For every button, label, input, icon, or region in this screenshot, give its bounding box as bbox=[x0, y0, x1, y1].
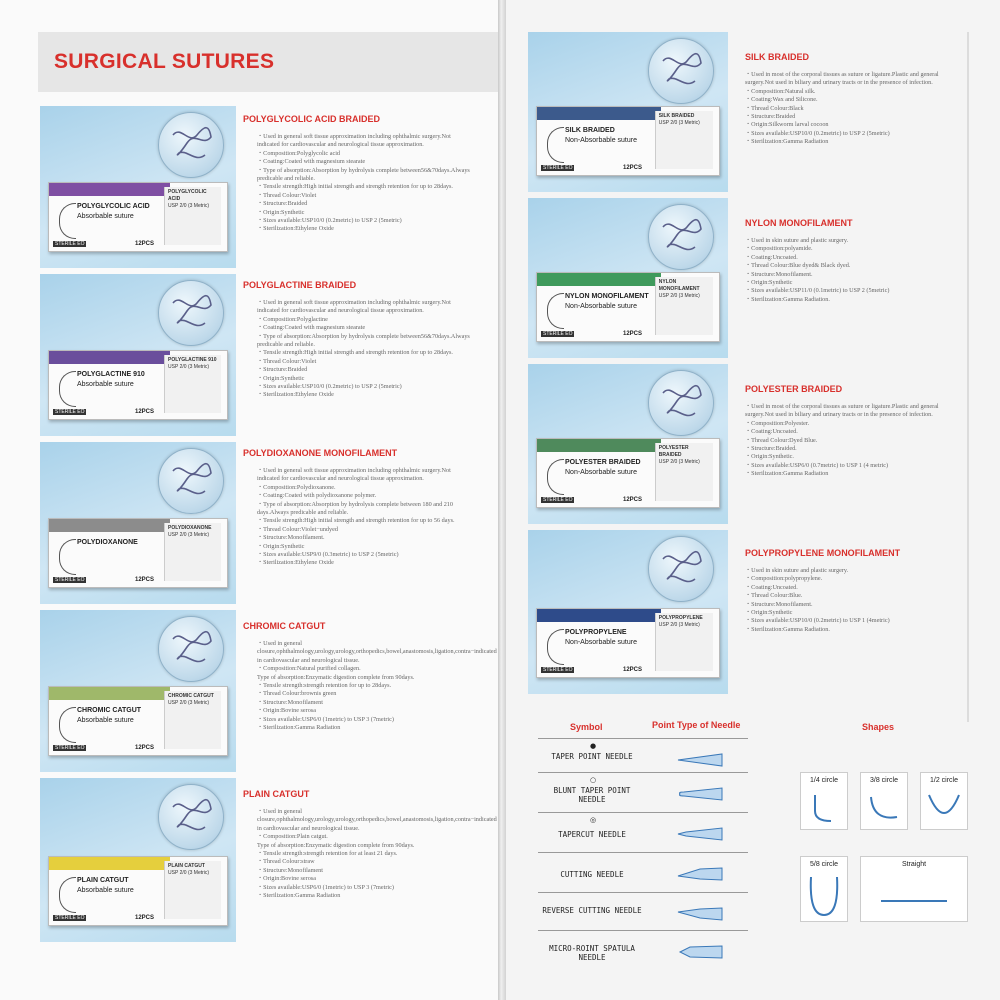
box-pcs: 12PCS bbox=[623, 331, 643, 337]
needle-arc-graphic bbox=[59, 371, 76, 407]
point-type-header: Point Type of Needle bbox=[652, 720, 741, 730]
product-photo bbox=[40, 442, 236, 604]
box-color-band bbox=[49, 687, 170, 700]
needle-point-icon bbox=[676, 786, 724, 802]
description-line: ・Thread Colour:Violet−undyed bbox=[257, 525, 338, 533]
needle-type-label: TAPER POINT NEEDLE bbox=[551, 752, 633, 761]
box-sterile-mark: STERILE EO bbox=[543, 165, 573, 171]
description-line: ・Used in skin suture and plastic surgery. bbox=[745, 237, 849, 244]
description-line: Type of absorption:Enzymatic digestion complete from 90days. bbox=[257, 673, 415, 681]
description-line: ・Composition:Plain catgut. bbox=[257, 833, 328, 841]
label-usp: USP 2/0 (3 Metric) bbox=[658, 459, 700, 465]
suture-zoom-bubble bbox=[648, 536, 714, 602]
section-description bbox=[257, 467, 475, 568]
needle-arc-graphic bbox=[59, 707, 76, 743]
suture-zoom-bubble bbox=[158, 448, 224, 514]
needle-curve-icon bbox=[921, 773, 967, 829]
description-line: ・Origin:Synthetic bbox=[257, 374, 305, 382]
description-line: ・Sizes available:USP6/0 (1metric) to USP 3 (7metric) bbox=[257, 715, 394, 723]
description-line: Type of absorption:Enzymatic digestion complete from 90days. bbox=[257, 841, 415, 849]
label-usp: USP 2/0 (3 Metric) bbox=[658, 622, 700, 628]
box-name-text: POLYESTER BRAIDED bbox=[565, 459, 641, 466]
product-photo bbox=[528, 32, 728, 192]
suture-loop-icon bbox=[649, 371, 713, 435]
label-title: NYLON MONOFILAMENT bbox=[658, 279, 700, 292]
box-pcs: 12PCS bbox=[623, 497, 643, 503]
needle-row-divider bbox=[538, 852, 748, 853]
suture-thread bbox=[173, 296, 211, 326]
label-usp: USP 2/0 (3 Metric) bbox=[168, 364, 210, 370]
section-description bbox=[745, 567, 957, 634]
needle-type-label: TAPERCUT NEEDLE bbox=[558, 830, 626, 839]
label-title: POLYGLYCOLIC ACID bbox=[168, 189, 207, 202]
product-photo bbox=[528, 364, 728, 524]
needle-symbol: ● bbox=[590, 742, 597, 750]
box-color-band bbox=[49, 519, 170, 532]
needle-curve-icon bbox=[801, 773, 847, 829]
needle-curve bbox=[811, 877, 837, 915]
product-photo bbox=[528, 198, 728, 358]
symbol-header: Symbol bbox=[570, 722, 603, 732]
description-line: ・Structure:Monofilament bbox=[257, 698, 323, 706]
product-photo bbox=[40, 610, 236, 772]
needle-shape-card bbox=[800, 772, 848, 830]
description-line: ・Used in most of the corporal tissues as suture or ligature.Plastic and general surgery.Not used in biliary and urinary tracts or in the presence of infection. bbox=[745, 71, 939, 87]
label-title: POLYPROPYLENE bbox=[658, 615, 703, 621]
description-line: ・Origin:Synthetic bbox=[257, 208, 305, 216]
shape-label: 5/8 circle bbox=[809, 861, 838, 868]
box-color-band bbox=[49, 183, 170, 196]
description-line: ・Origin:Silkworm larval cocoon bbox=[745, 121, 829, 129]
suture-zoom-bubble bbox=[648, 38, 714, 104]
description-line: ・Thread Colour:Violet bbox=[257, 357, 317, 365]
box-name-text: POLYDIOXANONE bbox=[77, 539, 138, 546]
box-pcs: 12PCS bbox=[135, 915, 155, 921]
needle-curve-icon bbox=[861, 857, 967, 921]
box-sterile-mark: STERILE EO bbox=[55, 409, 85, 415]
needle-arc-graphic bbox=[547, 629, 564, 665]
label-title: CHROMIC CATGUT bbox=[168, 693, 214, 699]
box-product-name bbox=[565, 628, 637, 648]
label-title: POLYGLACTINE 910 bbox=[168, 357, 217, 363]
description-line: ・Used in general soft tissue approximation including ophthalmic surgery.Not indicated for cardiovascular and neurological tissue approximation. bbox=[257, 299, 451, 315]
description-line: ・Structure:Monofilament. bbox=[745, 600, 813, 608]
label-title: POLYESTER BRAIDED bbox=[658, 445, 689, 458]
description-line: ・Composition:Natural purified collagen. bbox=[257, 665, 361, 673]
box-side-label bbox=[164, 355, 221, 413]
section-description bbox=[745, 71, 957, 147]
suture-box bbox=[536, 106, 720, 176]
box-subtitle-text: Absorbable suture bbox=[77, 717, 134, 724]
needle-arc-graphic bbox=[547, 293, 564, 329]
box-pcs: 12PCS bbox=[135, 745, 155, 751]
description-line: ・Coating:Coated with magnesium stearate bbox=[257, 324, 366, 332]
suture-zoom-bubble bbox=[158, 280, 224, 346]
section-title: POLYGLYCOLIC ACID BRAIDED bbox=[243, 114, 381, 124]
description-line: ・Used in general soft tissue approximation including ophthalmic surgery.Not indicated for cardiovascular and neurological tissue approximation. bbox=[257, 467, 451, 483]
label-title: PLAIN CATGUT bbox=[168, 863, 205, 869]
box-color-band bbox=[49, 857, 170, 870]
needle-point-shape bbox=[678, 828, 722, 840]
description-line: ・Coating:Uncoated. bbox=[745, 253, 798, 261]
box-name-text: PLAIN CATGUT bbox=[77, 877, 129, 884]
product-photo bbox=[40, 778, 236, 942]
suture-box bbox=[48, 182, 228, 252]
label-usp: USP 2/0 (3 Metric) bbox=[168, 532, 210, 538]
description-line: ・Structure:Monofilament. bbox=[257, 534, 325, 542]
description-line: ・Structure:Monofilament. bbox=[745, 270, 813, 278]
needle-row-divider bbox=[538, 772, 748, 773]
box-subtitle-text: Non-Absorbable suture bbox=[565, 303, 637, 310]
suture-box bbox=[48, 350, 228, 420]
description-line: ・Thread Colour:Blue dyed& Black dyed. bbox=[745, 262, 851, 270]
description-line: ・Origin:Synthetic bbox=[257, 542, 305, 550]
description-line: ・Sterilization:Gamma Radiation bbox=[257, 892, 341, 900]
label-usp: USP 2/0 (3 Metric) bbox=[658, 120, 700, 126]
needle-curve-icon bbox=[801, 857, 847, 921]
suture-thread bbox=[173, 800, 211, 830]
description-line: ・Coating:Coated with magnesium stearate bbox=[257, 158, 366, 166]
suture-loop-icon bbox=[159, 449, 223, 513]
label-usp: USP 2/0 (3 Metric) bbox=[168, 700, 210, 706]
section-description bbox=[257, 640, 497, 732]
needle-arc-graphic bbox=[59, 203, 76, 239]
box-pcs: 12PCS bbox=[623, 165, 643, 171]
description-line: ・Thread Colour:straw bbox=[257, 858, 315, 866]
box-color-band bbox=[537, 609, 661, 622]
suture-thread bbox=[663, 386, 701, 416]
shape-label: 1/2 circle bbox=[929, 777, 958, 784]
box-side-label bbox=[655, 277, 713, 335]
suture-zoom-bubble bbox=[158, 112, 224, 178]
page-title-banner bbox=[38, 32, 498, 92]
description-line: ・Tensile strength:High initial strength and strength retention for up to 28days. bbox=[257, 349, 453, 357]
needle-point-icon bbox=[676, 866, 724, 882]
section-description bbox=[745, 403, 957, 479]
box-side-label bbox=[164, 187, 221, 245]
description-line: ・Sterilization:Gamma Radiation bbox=[257, 724, 341, 732]
label-usp: USP 2/0 (3 Metric) bbox=[658, 293, 700, 299]
box-subtitle-text: Absorbable suture bbox=[77, 381, 134, 388]
box-product-name bbox=[77, 876, 134, 896]
needle-type-label: REVERSE CUTTING NEEDLE bbox=[542, 906, 642, 915]
suture-loop-icon bbox=[649, 205, 713, 269]
suture-zoom-bubble bbox=[158, 616, 224, 682]
description-line: ・Structure:Braided bbox=[257, 200, 308, 208]
product-photo bbox=[528, 530, 728, 694]
description-line: ・Sterilization:Ethylene Oxide bbox=[257, 391, 334, 399]
description-line: ・Composition:Polydioxanone. bbox=[257, 483, 336, 491]
description-line: ・Composition:Natural silk. bbox=[745, 87, 816, 95]
needle-symbol: ○ bbox=[590, 776, 597, 784]
needle-symbol: ◎ bbox=[590, 816, 597, 824]
box-pcs: 12PCS bbox=[135, 241, 155, 247]
needle-shape-card bbox=[860, 856, 968, 922]
description-line: ・Sterilization:Gamma Radiation bbox=[745, 470, 829, 478]
box-name-text: CHROMIC CATGUT bbox=[77, 707, 142, 714]
section-title: POLYESTER BRAIDED bbox=[745, 384, 843, 394]
description-line: ・Tensile strength:strength retention for up to 28days. bbox=[257, 682, 392, 690]
needle-row-divider bbox=[538, 812, 748, 813]
box-color-band bbox=[537, 273, 661, 286]
section-description bbox=[257, 133, 475, 234]
description-line: ・Origin:Synthetic. bbox=[745, 453, 794, 461]
description-line: ・Coating:Uncoated. bbox=[745, 428, 798, 436]
suture-loop-icon bbox=[159, 617, 223, 681]
description-line: ・Thread Colour:brownis green bbox=[257, 690, 337, 698]
label-title: SILK BRAIDED bbox=[658, 113, 695, 119]
right-margin-rule bbox=[967, 32, 969, 722]
description-line: ・Thread Colour:Dyed Blue. bbox=[745, 436, 818, 444]
section-description bbox=[257, 808, 497, 900]
section-title: POLYPROPYLENE MONOFILAMENT bbox=[745, 548, 901, 558]
needle-curve-icon bbox=[861, 773, 907, 829]
box-color-band bbox=[537, 439, 661, 452]
needle-row-divider bbox=[538, 930, 748, 931]
section-title: CHROMIC CATGUT bbox=[243, 621, 326, 631]
shape-label: 3/8 circle bbox=[869, 777, 898, 784]
needle-point-shape bbox=[680, 946, 722, 958]
description-line: ・Structure:Braided. bbox=[745, 445, 797, 453]
suture-thread bbox=[173, 464, 211, 494]
suture-loop-icon bbox=[159, 785, 223, 849]
suture-box bbox=[48, 856, 228, 926]
needle-shape-card bbox=[860, 772, 908, 830]
suture-box bbox=[536, 438, 720, 508]
description-line: ・Composition:Polyester. bbox=[745, 419, 810, 427]
section-title: POLYDIOXANONE MONOFILAMENT bbox=[243, 448, 398, 458]
product-photo bbox=[40, 274, 236, 436]
suture-thread bbox=[173, 128, 211, 158]
needle-point-icon bbox=[676, 826, 724, 842]
box-sterile-mark: STERILE EO bbox=[55, 241, 85, 247]
description-line: ・Origin:Bovine serosa bbox=[257, 707, 316, 715]
suture-loop-icon bbox=[159, 113, 223, 177]
box-subtitle-text: Absorbable suture bbox=[77, 887, 134, 894]
description-line: ・Structure:Braided bbox=[257, 366, 308, 374]
description-line: ・Composition:polyamide. bbox=[745, 245, 813, 253]
box-name-text: POLYGLACTINE 910 bbox=[77, 371, 145, 378]
section-description bbox=[257, 299, 475, 400]
description-line: ・Sterilization:Ethylene Oxide bbox=[257, 225, 334, 233]
description-line: ・Type of absorption:Absorption by hydrolysis complete between56&70days.Always predicable and reliable. bbox=[257, 332, 470, 349]
box-product-name bbox=[565, 458, 641, 478]
description-line: ・Coating:Uncoated. bbox=[745, 583, 798, 591]
description-line: ・Used in general closure,ophthalmology,urology,urology,orthopedics,bowel,anastomosis,ligation,contra−indicated in cardiovascular and neurological tissue. bbox=[257, 640, 497, 664]
description-line: ・Sterilization:Gamma Radiation. bbox=[745, 625, 830, 633]
description-line: ・Structure:Braided bbox=[745, 113, 796, 121]
suture-loop-icon bbox=[159, 281, 223, 345]
description-line: ・Sterilization:Ethylene Oxide bbox=[257, 559, 334, 567]
box-sterile-mark: STERILE EO bbox=[55, 915, 85, 921]
description-line: ・Used in general closure,ophthalmology,urology,urology,orthopedics,bowel,anastomosis,ligation,contra−indicated in cardiovascular and neurological tissue. bbox=[257, 808, 497, 832]
description-line: ・Tensile strength:High initial strength and strength retention for up to 28days. bbox=[257, 183, 453, 191]
description-line: ・Origin:Synthetic bbox=[745, 279, 793, 287]
box-product-name bbox=[77, 706, 141, 726]
section-title: PLAIN CATGUT bbox=[243, 789, 310, 799]
needle-arc-graphic bbox=[547, 459, 564, 495]
box-pcs: 12PCS bbox=[135, 577, 155, 583]
description-line: ・Sterilization:Gamma Radiation. bbox=[745, 295, 830, 303]
description-line: ・Thread Colour:Violet bbox=[257, 191, 317, 199]
description-line: ・Coating:Coated with polydioxanone polymer. bbox=[257, 492, 377, 500]
description-line: ・Sizes available:USP10/0 (0.2metric) to USP 1 (4metric) bbox=[745, 617, 890, 625]
label-usp: USP 2/0 (3 Metric) bbox=[168, 870, 210, 876]
section-title: SILK BRAIDED bbox=[745, 52, 810, 62]
section-description bbox=[745, 237, 957, 304]
description-line: ・Sizes available:USP10/0 (0.2metric) to USP 2 (5metric) bbox=[745, 129, 890, 137]
suture-box bbox=[48, 686, 228, 756]
suture-thread bbox=[663, 220, 701, 250]
suture-thread bbox=[173, 632, 211, 662]
suture-loop-icon bbox=[649, 39, 713, 103]
needle-shape-card bbox=[920, 772, 968, 830]
description-line: ・Composition:Polyglactine bbox=[257, 315, 328, 323]
box-subtitle-text: Absorbable suture bbox=[77, 213, 134, 220]
description-line: ・Sizes available:USP10/0 (0.2metric) to USP 2 (5metric) bbox=[257, 217, 402, 225]
box-subtitle-text: Non-Absorbable suture bbox=[565, 137, 637, 144]
description-line: ・Sizes available:USP6/0 (0.7metric) to USP 1 (4 metric) bbox=[745, 461, 889, 469]
box-sterile-mark: STERILE EO bbox=[543, 497, 573, 503]
box-side-label bbox=[164, 861, 221, 919]
needle-point-shape bbox=[680, 788, 723, 800]
box-sterile-mark: STERILE EO bbox=[55, 745, 85, 751]
description-line: ・Tensile strength:High initial strength and strength retention for up to 56 days. bbox=[257, 517, 455, 525]
description-line: ・Origin:Synthetic bbox=[745, 609, 793, 617]
description-line: ・Type of absorption:Absorption by hydrolysis complete between56&70days.Always predicable and reliable. bbox=[257, 166, 470, 183]
suture-loop-icon bbox=[649, 537, 713, 601]
section-title: POLYGLACTINE BRAIDED bbox=[243, 280, 357, 290]
shape-label: Straight bbox=[901, 861, 927, 868]
description-line: ・Composition:Polyglycolic acid bbox=[257, 149, 341, 157]
description-line: ・Type of absorption:Absorption by hydrolysis complete between 180 and 210 days.Always predicable and reliable. bbox=[257, 500, 453, 517]
product-photo bbox=[40, 106, 236, 268]
box-side-label bbox=[655, 111, 713, 169]
box-color-band bbox=[49, 351, 170, 364]
box-side-label bbox=[655, 443, 713, 501]
suture-box bbox=[48, 518, 228, 588]
needle-arc-graphic bbox=[59, 539, 76, 575]
description-line: ・Used in general soft tissue approximation including ophthalmic surgery.Not indicated for cardiovascular and neurological tissue approximation. bbox=[257, 133, 451, 149]
shapes-header: Shapes bbox=[862, 722, 895, 732]
box-side-label bbox=[655, 613, 713, 671]
suture-zoom-bubble bbox=[648, 204, 714, 270]
needle-arc-graphic bbox=[59, 877, 76, 913]
suture-thread bbox=[663, 54, 701, 84]
box-sterile-mark: STERILE EO bbox=[543, 667, 573, 673]
description-line: ・Coating:Wax and Silicone. bbox=[745, 96, 818, 104]
description-line: ・Sizes available:USP6/0 (1metric) to USP 3 (7metric) bbox=[257, 883, 394, 891]
needle-curve bbox=[929, 795, 959, 813]
box-pcs: 12PCS bbox=[623, 667, 643, 673]
needle-shape-card bbox=[800, 856, 848, 922]
box-product-name bbox=[565, 126, 637, 146]
box-subtitle-text: Non-Absorbable suture bbox=[565, 639, 637, 646]
needle-curve bbox=[871, 797, 897, 818]
needle-type-label: MICRO-ROINT SPATULA NEEDLE bbox=[549, 944, 635, 962]
description-line: ・Sizes available:USP10/0 (0.2metric) to USP 2 (5metric) bbox=[257, 383, 402, 391]
suture-box bbox=[536, 272, 720, 342]
box-name-text: POLYPROPYLENE bbox=[565, 629, 627, 636]
needle-point-icon bbox=[676, 752, 724, 768]
needle-point-icon bbox=[676, 944, 724, 960]
suture-zoom-bubble bbox=[158, 784, 224, 850]
needle-point-shape bbox=[678, 908, 722, 920]
description-line: ・Structure:Monofilament bbox=[257, 866, 323, 874]
description-line: ・Sizes available:USP11/0 (0.1metric) to USP 2 (5metric) bbox=[745, 287, 890, 295]
description-line: ・Composition:polypropylene. bbox=[745, 575, 823, 583]
box-pcs: 12PCS bbox=[135, 409, 155, 415]
box-color-band bbox=[537, 107, 661, 120]
box-side-label bbox=[164, 523, 221, 581]
page-gutter bbox=[498, 0, 506, 1000]
needle-row-divider bbox=[538, 738, 748, 739]
page-title: SURGICAL SUTURES bbox=[54, 50, 275, 73]
box-name-text: NYLON MONOFILAMENT bbox=[565, 293, 649, 300]
box-name-text: POLYGLYCOLIC ACID bbox=[77, 203, 150, 210]
box-product-name bbox=[77, 370, 145, 390]
suture-zoom-bubble bbox=[648, 370, 714, 436]
suture-box bbox=[536, 608, 720, 678]
box-product-name bbox=[565, 292, 649, 312]
shape-label: 1/4 circle bbox=[809, 777, 838, 784]
description-line: ・Used in most of the corporal tissues as suture or ligature.Plastic and general surgery.Not used in biliary and urinary tracts or in the presence of infection. bbox=[745, 403, 939, 419]
box-name-text: SILK BRAIDED bbox=[565, 127, 615, 134]
description-line: ・Tensile strength:strength retention for at least 21 days. bbox=[257, 850, 398, 858]
section-title: NYLON MONOFILAMENT bbox=[745, 218, 853, 228]
label-title: POLYDIOXANONE bbox=[168, 525, 212, 531]
description-line: ・Origin:Bovine serosa bbox=[257, 875, 316, 883]
description-line: ・Used in skin suture and plastic surgery. bbox=[745, 567, 849, 574]
needle-point-shape bbox=[678, 868, 722, 880]
box-side-label bbox=[164, 691, 221, 749]
needle-curve bbox=[815, 795, 831, 821]
needle-type-label: CUTTING NEEDLE bbox=[560, 870, 624, 879]
description-line: ・Sterilization:Gamma Radiation bbox=[745, 138, 829, 146]
box-sterile-mark: STERILE EO bbox=[543, 331, 573, 337]
box-sterile-mark: STERILE EO bbox=[55, 577, 85, 583]
needle-type-label: BLUNT TAPER POINT NEEDLE bbox=[553, 786, 631, 804]
description-line: ・Thread Colour:Black bbox=[745, 104, 804, 112]
needle-row-divider bbox=[538, 892, 748, 893]
box-subtitle-text: Non-Absorbable suture bbox=[565, 469, 637, 476]
description-line: ・Sizes available:USP9/0 (0.3metric) to USP 2 (5metric) bbox=[257, 551, 399, 559]
needle-point-icon bbox=[676, 906, 724, 922]
needle-point-shape bbox=[678, 754, 722, 766]
box-product-name bbox=[77, 538, 138, 548]
box-product-name bbox=[77, 202, 150, 222]
needle-arc-graphic bbox=[547, 127, 564, 163]
label-usp: USP 2/0 (3 Metric) bbox=[168, 203, 210, 209]
description-line: ・Thread Colour:Blue. bbox=[745, 592, 803, 600]
suture-thread bbox=[663, 552, 701, 582]
